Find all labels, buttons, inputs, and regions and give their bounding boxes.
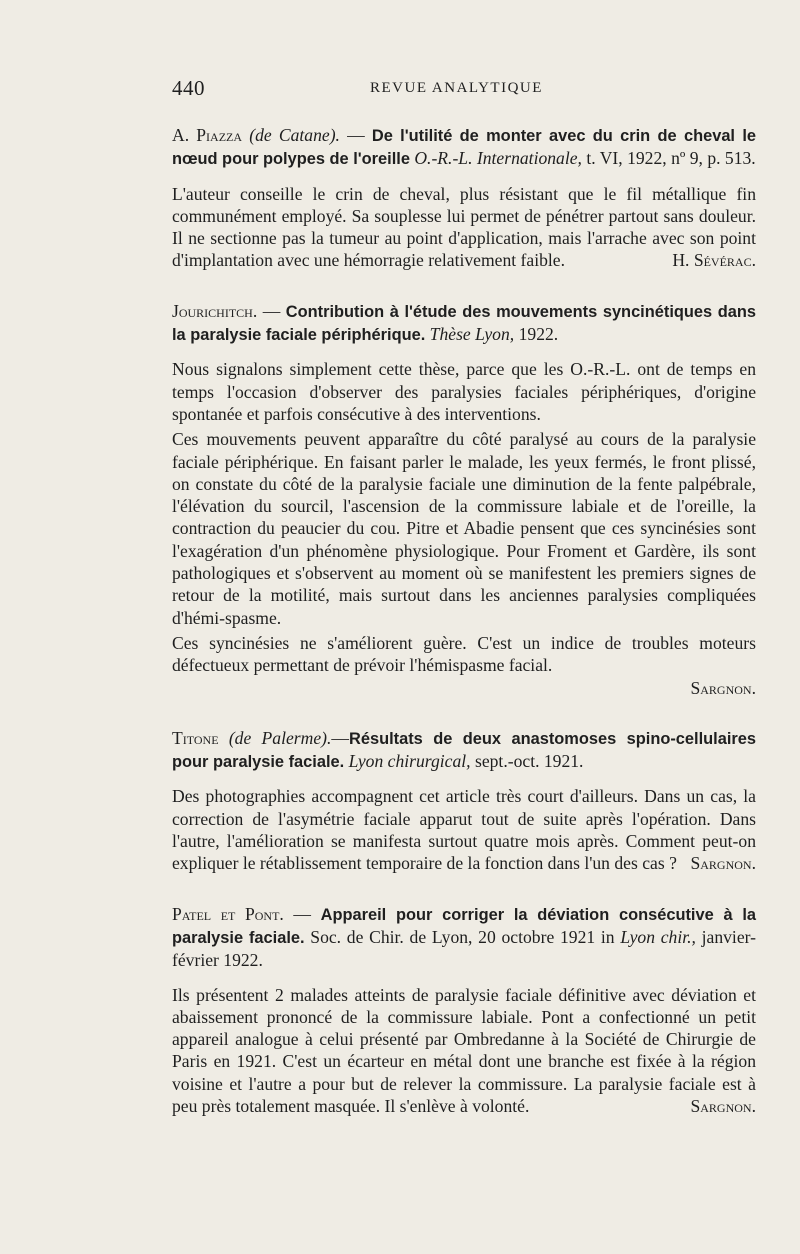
abstract-heading (172, 727, 756, 774)
source-details: t. VI, 1922, nº 9, p. 513. (586, 148, 756, 169)
heading-separator: — (257, 300, 286, 321)
author-place: (de Catane). (249, 125, 340, 145)
source-details: sept.-oct. 1921. (474, 751, 584, 772)
article-title: Résultats de deux anastomoses spino-cellulaires pour paralysie faciale. (172, 729, 756, 772)
source-details: janvier-février 1922. (172, 926, 756, 971)
article-title: Appareil pour corriger la déviation consécutive à la paralysie faciale. (172, 905, 756, 947)
source-society: Soc. de Chir. de Lyon, 20 octobre 1921 in (310, 926, 615, 947)
reviewer-signature: Sargnon. (690, 677, 756, 698)
reviewer-signature: Sargnon. (690, 853, 756, 874)
source-details: 1922. (518, 324, 559, 345)
author-name: Patel et Pont. (172, 903, 284, 924)
heading-separator: — (331, 727, 350, 748)
running-title: REVUE ANALYTIQUE (370, 80, 543, 96)
page-content (172, 124, 756, 1117)
page-header (172, 76, 752, 102)
abstract-paragraph: Ces mouvements peuvent apparaître du côté paralysé au cours de la paralysie faciale périphérique. En faisant parler le malade, les yeux fermés, le front plissé, on constate du côté de la paralysie faciale une diminution de la fente palpébrale, l'élévation du sourcil, l'ascension de la commissure labiale et de l'oreille, la contraction du peaucier du cou. Pitre et Abadie pensent que ces syncinésies sont l'exagération d'un phénomène physiologique. Pour Froment et Gardère, ils sont pathologiques et s'observent au moment où se manifestent les premiers signes de retour de la motilité, mais surtout dans les anciennes paralysies compliquées d'hémi-spasme. (172, 429, 756, 628)
page-number: 440 (172, 76, 205, 100)
author-place: (de Palerme). (228, 727, 332, 748)
source-journal: Lyon chir., (620, 926, 696, 947)
author-name: Jouricнitch. (172, 300, 258, 321)
reviewer-signature: Sargnon. (690, 1095, 756, 1116)
abstract-patel-pont (172, 903, 756, 1118)
author-name: Titone (172, 727, 219, 748)
abstract-heading (172, 903, 756, 972)
article-title: Contribution à l'étude des mouvements syncinétiques dans la paralysie faciale périphérique. (172, 302, 757, 345)
source-journal: O.-R.-L. Internationale, (414, 148, 582, 169)
abstract-heading (172, 124, 756, 171)
abstract-heading (172, 300, 756, 347)
reviewer-signature: H. Sévérac. (672, 250, 756, 271)
abstract-jouricnitch (172, 300, 756, 699)
source-journal: Lyon chirurgical, (348, 751, 471, 772)
abstract-piazza (172, 124, 756, 272)
source-journal: Thèse Lyon, (429, 324, 515, 345)
abstract-paragraph: L'auteur conseille le crin de cheval, plus résistant que le fil métallique fin communément employé. Sa souplesse lui permet de pénétrer partout sans douleur. Il ne sectionne pas la tumeur au point d'application, mais l'arrache avec son point d'implantation avec une hémorragie relativement faible. H. Sévérac. (172, 183, 756, 271)
abstract-paragraph: Des photographies accompagnent cet article très court d'ailleurs. Dans un cas, la correction de l'asymétrie faciale apparut tout de suite après l'opération. Dans l'autre, l'amélioration se manifesta surtout quatre mois après. Comment peut-on expliquer le rétablissement temporaire de la fonction dans l'un des cas ? Sargnon. (172, 786, 756, 874)
abstract-paragraph: Nous signalons simplement cette thèse, parce que les O.-R.-L. ont de temps en temps l'occasion d'observer des paralysies faciales périphériques, d'origine spontanée et parfois consécutive à des interventions. (172, 359, 756, 424)
author-name: A. Piazza (172, 125, 243, 145)
abstract-paragraph: Ils présentent 2 malades atteints de paralysie faciale définitive avec déviation et abaissement prononcé de la commissure labiale. Pont a confectionné un petit appareil analogue à celui présenté par Ombredanne à la Société de Chirurgie de Paris en 1921. C'est un écarteur en métal dont une branche est fixée à la région voisine et l'autre a pour but de relever la commissure. La paralysie faciale est à peu près totalement masquée. Il s'enlève à volonté. Sargnon. (172, 984, 756, 1116)
heading-separator: — (283, 903, 321, 924)
article-title: De l'utilité de monter avec du crin de cheval le nœud pour polypes de l'oreille (172, 127, 756, 169)
abstract-paragraph: Ces syncinésies ne s'améliorent guère. C'est un indice de troubles moteurs défectueux permettant de prévoir l'hémispasme facial. (172, 632, 756, 676)
heading-separator: — (339, 125, 372, 145)
abstract-titone (172, 727, 756, 875)
